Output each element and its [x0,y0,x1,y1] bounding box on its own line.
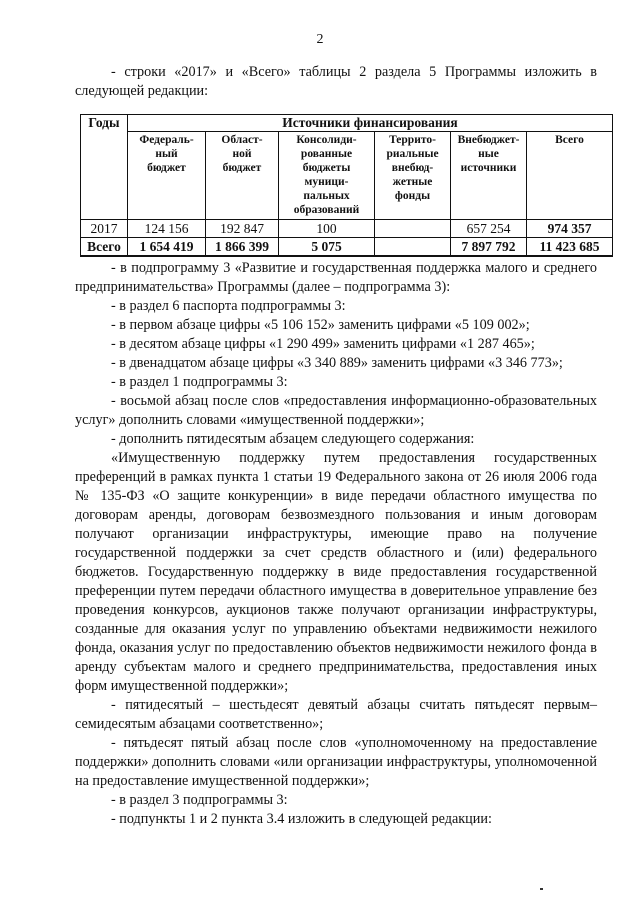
row-year: Всего [81,238,128,257]
paragraph: - в раздел 3 подпрограммы 3: [111,792,288,808]
col-total-header: Всего [527,132,613,220]
cell-regional: 192 847 [206,220,279,238]
paragraph: - пятьдесят пятый абзац после слов «уполномоченному на предоставление поддержки» дополнить словами «или организации инфраструктуры, уполномоченной на предоставление имущественной поддержки»; [75,735,597,789]
cell-regional: 1 866 399 [206,238,279,257]
intro-text [75,63,597,101]
table-row [81,220,613,238]
paragraph: - в раздел 1 подпрограммы 3: [111,374,288,390]
cell-total: 11 423 685 [527,238,613,257]
cell-territorial [375,220,451,238]
paragraph: - пятидесятый – шестьдесят девятый абзацы считать пятьдесят первым–семидесятым абзацами соответственно»; [75,697,597,732]
col-municipal-header: Консолиди- рованные бюджеты муници- пальных образований [279,132,375,220]
cell-municipal: 100 [279,220,375,238]
table-row-total [81,238,613,257]
cell-federal: 1 654 419 [128,238,206,257]
cell-extrabudget: 657 254 [451,220,527,238]
cell-territorial [375,238,451,257]
years-header: Годы [81,115,128,220]
col-federal-header: Федераль- ный бюджет [128,132,206,220]
intro-line-2: следующей редакции: [75,83,209,99]
paragraph: - в первом абзаце цифры «5 106 152» заменить цифрами «5 109 002»; [111,317,530,333]
intro-line-1: - строки «2017» и «Всего» таблицы 2 раздела 5 Программы изложить в [111,64,597,80]
document-body [75,259,597,829]
sources-header: Источники финансирования [128,115,613,132]
financing-table [80,114,613,257]
scan-dot [540,888,543,890]
paragraph: - восьмой абзац после слов «предоставления информационно-образовательных услуг» дополнить словами «имущественной поддержки»; [75,393,597,428]
cell-federal: 124 156 [128,220,206,238]
paragraph: - в десятом абзаце цифры «1 290 499» заменить цифрами «1 287 465»; [111,336,535,352]
cell-extrabudget: 7 897 792 [451,238,527,257]
col-extrabudget-header: Внебюджет- ные источники [451,132,527,220]
paragraph: - дополнить пятидесятым абзацем следующего содержания: [111,431,475,447]
row-year: 2017 [81,220,128,238]
paragraph: - в раздел 6 паспорта подпрограммы 3: [111,298,346,314]
col-territorial-header: Террито- риальные внебюд- жетные фонды [375,132,451,220]
paragraph: - в подпрограмму 3 «Развитие и государственная поддержка малого и среднего предпринимательства» Программы (далее – подпрограмма 3): [75,260,597,295]
col-regional-header: Област- ной бюджет [206,132,279,220]
cell-total: 974 357 [527,220,613,238]
paragraph: «Имущественную поддержку путем предоставления государственных преференций в рамках пункта 1 статьи 19 Федерального закона от 26 июля 2006 года № 135-ФЗ «О защите конкуренции» в виде передачи областного имущества по договорам аренды, договорам безвозмездного пользования и иным договорам получают организации инфраструктуры, имеющие право на получение государственной поддержки за счет средств областного и (или) федерального бюджетов. Государственную поддержку в виде предоставления государственной преференции путем передачи областного имущества в доверительное управление без проведения конкурсов, аукционов также получают организации инфраструктуры, созданные для оказания услуг по управлению объектами недвижимости нежилого фонда, оказания услуг по предоставлению объектов недвижимости нежилого фонда в аренду субъектам малого и среднего предпринимательства, предоставления иных форм имущественной поддержки»; [75,450,597,694]
cell-municipal: 5 075 [279,238,375,257]
paragraph: - в двенадцатом абзаце цифры «3 340 889» заменить цифрами «3 346 773»; [111,355,563,371]
paragraph: - подпункты 1 и 2 пункта 3.4 изложить в следующей редакции: [111,811,492,827]
page-number: 2 [316,32,324,47]
